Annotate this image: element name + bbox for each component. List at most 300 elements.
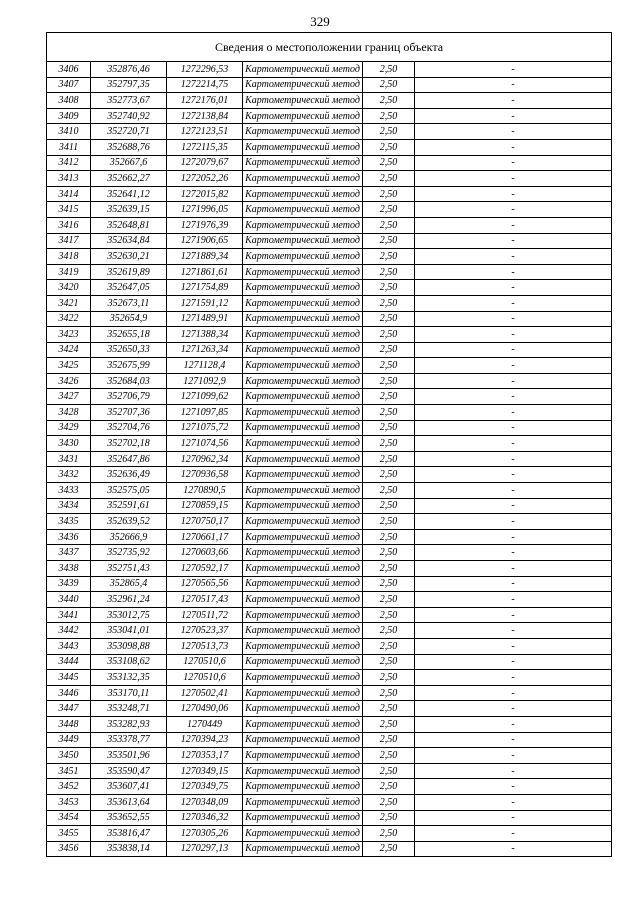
method-cell: Картометрический метод xyxy=(243,685,363,701)
table-row xyxy=(47,139,612,155)
table-row xyxy=(47,171,612,187)
y-coordinate-cell: 1270523,37 xyxy=(167,623,243,639)
description-cell: - xyxy=(415,420,612,436)
x-coordinate-cell: 353613,64 xyxy=(91,794,167,810)
point-number-cell: 3436 xyxy=(47,529,91,545)
description-cell: - xyxy=(415,810,612,826)
x-coordinate-cell: 352636,49 xyxy=(91,467,167,483)
table-row xyxy=(47,748,612,764)
point-number-cell: 3450 xyxy=(47,748,91,764)
accuracy-cell: 2,50 xyxy=(363,514,415,530)
table-row xyxy=(47,779,612,795)
description-cell: - xyxy=(415,467,612,483)
method-cell: Картометрический метод xyxy=(243,436,363,452)
method-cell: Картометрический метод xyxy=(243,77,363,93)
table-row xyxy=(47,358,612,374)
accuracy-cell: 2,50 xyxy=(363,62,415,78)
method-cell: Картометрический метод xyxy=(243,62,363,78)
method-cell: Картометрический метод xyxy=(243,763,363,779)
point-number-cell: 3453 xyxy=(47,794,91,810)
table-row xyxy=(47,202,612,218)
description-cell: - xyxy=(415,841,612,857)
y-coordinate-cell: 1271263,34 xyxy=(167,342,243,358)
method-cell: Картометрический метод xyxy=(243,171,363,187)
table-row xyxy=(47,467,612,483)
x-coordinate-cell: 353170,11 xyxy=(91,685,167,701)
y-coordinate-cell: 1270890,5 xyxy=(167,483,243,499)
method-cell: Картометрический метод xyxy=(243,732,363,748)
page-number: 329 xyxy=(310,14,330,29)
point-number-cell: 3411 xyxy=(47,139,91,155)
x-coordinate-cell: 352667,6 xyxy=(91,155,167,171)
description-cell: - xyxy=(415,654,612,670)
description-cell: - xyxy=(415,249,612,265)
x-coordinate-cell: 352648,81 xyxy=(91,217,167,233)
method-cell: Картометрический метод xyxy=(243,451,363,467)
accuracy-cell: 2,50 xyxy=(363,638,415,654)
method-cell: Картометрический метод xyxy=(243,280,363,296)
point-number-cell: 3425 xyxy=(47,358,91,374)
table-row xyxy=(47,108,612,124)
x-coordinate-cell: 352641,12 xyxy=(91,186,167,202)
point-number-cell: 3451 xyxy=(47,763,91,779)
table-row xyxy=(47,592,612,608)
y-coordinate-cell: 1270394,23 xyxy=(167,732,243,748)
description-cell: - xyxy=(415,483,612,499)
point-number-cell: 3440 xyxy=(47,592,91,608)
accuracy-cell: 2,50 xyxy=(363,108,415,124)
y-coordinate-cell: 1270511,72 xyxy=(167,607,243,623)
method-cell: Картометрический метод xyxy=(243,561,363,577)
x-coordinate-cell: 352575,05 xyxy=(91,483,167,499)
accuracy-cell: 2,50 xyxy=(363,389,415,405)
y-coordinate-cell: 1270305,26 xyxy=(167,826,243,842)
point-number-cell: 3424 xyxy=(47,342,91,358)
table-row xyxy=(47,576,612,592)
table-row xyxy=(47,420,612,436)
table-row xyxy=(47,233,612,249)
point-number-cell: 3426 xyxy=(47,373,91,389)
accuracy-cell: 2,50 xyxy=(363,342,415,358)
y-coordinate-cell: 1271889,34 xyxy=(167,249,243,265)
table-row xyxy=(47,311,612,327)
table-row xyxy=(47,701,612,717)
description-cell: - xyxy=(415,202,612,218)
y-coordinate-cell: 1271489,91 xyxy=(167,311,243,327)
table-row xyxy=(47,280,612,296)
description-cell: - xyxy=(415,716,612,732)
x-coordinate-cell: 352675,99 xyxy=(91,358,167,374)
accuracy-cell: 2,50 xyxy=(363,561,415,577)
y-coordinate-cell: 1270750,17 xyxy=(167,514,243,530)
x-coordinate-cell: 353838,14 xyxy=(91,841,167,857)
point-number-cell: 3429 xyxy=(47,420,91,436)
accuracy-cell: 2,50 xyxy=(363,171,415,187)
accuracy-cell: 2,50 xyxy=(363,576,415,592)
method-cell: Картометрический метод xyxy=(243,748,363,764)
table-row xyxy=(47,451,612,467)
y-coordinate-cell: 1271976,39 xyxy=(167,217,243,233)
table-row xyxy=(47,77,612,93)
description-cell: - xyxy=(415,638,612,654)
point-number-cell: 3410 xyxy=(47,124,91,140)
x-coordinate-cell: 353816,47 xyxy=(91,826,167,842)
point-number-cell: 3421 xyxy=(47,295,91,311)
x-coordinate-cell: 352673,11 xyxy=(91,295,167,311)
accuracy-cell: 2,50 xyxy=(363,311,415,327)
y-coordinate-cell: 1270510,6 xyxy=(167,654,243,670)
table-row xyxy=(47,342,612,358)
method-cell: Картометрический метод xyxy=(243,420,363,436)
point-number-cell: 3441 xyxy=(47,607,91,623)
x-coordinate-cell: 353248,71 xyxy=(91,701,167,717)
accuracy-cell: 2,50 xyxy=(363,545,415,561)
description-cell: - xyxy=(415,763,612,779)
y-coordinate-cell: 1270502,41 xyxy=(167,685,243,701)
x-coordinate-cell: 352684,03 xyxy=(91,373,167,389)
point-number-cell: 3418 xyxy=(47,249,91,265)
point-number-cell: 3447 xyxy=(47,701,91,717)
method-cell: Картометрический метод xyxy=(243,794,363,810)
x-coordinate-cell: 352961,24 xyxy=(91,592,167,608)
description-cell: - xyxy=(415,576,612,592)
description-cell: - xyxy=(415,264,612,280)
description-cell: - xyxy=(415,139,612,155)
y-coordinate-cell: 1271996,05 xyxy=(167,202,243,218)
x-coordinate-cell: 353108,62 xyxy=(91,654,167,670)
point-number-cell: 3419 xyxy=(47,264,91,280)
y-coordinate-cell: 1270962,34 xyxy=(167,451,243,467)
y-coordinate-cell: 1271906,65 xyxy=(167,233,243,249)
description-cell: - xyxy=(415,826,612,842)
y-coordinate-cell: 1272115,35 xyxy=(167,139,243,155)
table-row xyxy=(47,124,612,140)
method-cell: Картометрический метод xyxy=(243,373,363,389)
accuracy-cell: 2,50 xyxy=(363,202,415,218)
accuracy-cell: 2,50 xyxy=(363,436,415,452)
x-coordinate-cell: 353501,96 xyxy=(91,748,167,764)
description-cell: - xyxy=(415,155,612,171)
point-number-cell: 3422 xyxy=(47,311,91,327)
table-row xyxy=(47,670,612,686)
x-coordinate-cell: 353652,55 xyxy=(91,810,167,826)
point-number-cell: 3449 xyxy=(47,732,91,748)
description-cell: - xyxy=(415,62,612,78)
y-coordinate-cell: 1272296,53 xyxy=(167,62,243,78)
accuracy-cell: 2,50 xyxy=(363,748,415,764)
table-body xyxy=(47,62,612,857)
y-coordinate-cell: 1271128,4 xyxy=(167,358,243,374)
method-cell: Картометрический метод xyxy=(243,93,363,109)
y-coordinate-cell: 1271097,85 xyxy=(167,405,243,421)
accuracy-cell: 2,50 xyxy=(363,841,415,857)
point-number-cell: 3435 xyxy=(47,514,91,530)
description-cell: - xyxy=(415,685,612,701)
method-cell: Картометрический метод xyxy=(243,592,363,608)
method-cell: Картометрический метод xyxy=(243,186,363,202)
accuracy-cell: 2,50 xyxy=(363,467,415,483)
table-row xyxy=(47,732,612,748)
point-number-cell: 3442 xyxy=(47,623,91,639)
method-cell: Картометрический метод xyxy=(243,826,363,842)
method-cell: Картометрический метод xyxy=(243,701,363,717)
y-coordinate-cell: 1270859,15 xyxy=(167,498,243,514)
accuracy-cell: 2,50 xyxy=(363,701,415,717)
method-cell: Картометрический метод xyxy=(243,217,363,233)
x-coordinate-cell: 352707,36 xyxy=(91,405,167,421)
description-cell: - xyxy=(415,670,612,686)
x-coordinate-cell: 352630,21 xyxy=(91,249,167,265)
x-coordinate-cell: 352639,15 xyxy=(91,202,167,218)
x-coordinate-cell: 352647,86 xyxy=(91,451,167,467)
y-coordinate-cell: 1272015,82 xyxy=(167,186,243,202)
description-cell: - xyxy=(415,529,612,545)
x-coordinate-cell: 352704,76 xyxy=(91,420,167,436)
x-coordinate-cell: 352706,79 xyxy=(91,389,167,405)
y-coordinate-cell: 1270349,15 xyxy=(167,763,243,779)
accuracy-cell: 2,50 xyxy=(363,373,415,389)
y-coordinate-cell: 1270297,13 xyxy=(167,841,243,857)
y-coordinate-cell: 1272052,26 xyxy=(167,171,243,187)
accuracy-cell: 2,50 xyxy=(363,732,415,748)
method-cell: Картометрический метод xyxy=(243,841,363,857)
description-cell: - xyxy=(415,373,612,389)
point-number-cell: 3428 xyxy=(47,405,91,421)
x-coordinate-cell: 352591,61 xyxy=(91,498,167,514)
method-cell: Картометрический метод xyxy=(243,233,363,249)
accuracy-cell: 2,50 xyxy=(363,607,415,623)
point-number-cell: 3448 xyxy=(47,716,91,732)
method-cell: Картометрический метод xyxy=(243,155,363,171)
table-row xyxy=(47,93,612,109)
method-cell: Картометрический метод xyxy=(243,529,363,545)
x-coordinate-cell: 352773,67 xyxy=(91,93,167,109)
point-number-cell: 3412 xyxy=(47,155,91,171)
point-number-cell: 3414 xyxy=(47,186,91,202)
accuracy-cell: 2,50 xyxy=(363,794,415,810)
y-coordinate-cell: 1272214,75 xyxy=(167,77,243,93)
method-cell: Картометрический метод xyxy=(243,483,363,499)
method-cell: Картометрический метод xyxy=(243,249,363,265)
y-coordinate-cell: 1270490,06 xyxy=(167,701,243,717)
x-coordinate-cell: 352720,71 xyxy=(91,124,167,140)
description-cell: - xyxy=(415,779,612,795)
y-coordinate-cell: 1271074,56 xyxy=(167,436,243,452)
y-coordinate-cell: 1271388,34 xyxy=(167,327,243,343)
description-cell: - xyxy=(415,794,612,810)
y-coordinate-cell: 1270517,43 xyxy=(167,592,243,608)
description-cell: - xyxy=(415,498,612,514)
description-cell: - xyxy=(415,311,612,327)
point-number-cell: 3433 xyxy=(47,483,91,499)
y-coordinate-cell: 1271099,62 xyxy=(167,389,243,405)
y-coordinate-cell: 1270936,58 xyxy=(167,467,243,483)
accuracy-cell: 2,50 xyxy=(363,826,415,842)
y-coordinate-cell: 1271754,89 xyxy=(167,280,243,296)
table-row xyxy=(47,373,612,389)
y-coordinate-cell: 1270510,6 xyxy=(167,670,243,686)
accuracy-cell: 2,50 xyxy=(363,186,415,202)
description-cell: - xyxy=(415,545,612,561)
point-number-cell: 3434 xyxy=(47,498,91,514)
accuracy-cell: 2,50 xyxy=(363,358,415,374)
point-number-cell: 3423 xyxy=(47,327,91,343)
description-cell: - xyxy=(415,124,612,140)
x-coordinate-cell: 353132,35 xyxy=(91,670,167,686)
y-coordinate-cell: 1271075,72 xyxy=(167,420,243,436)
point-number-cell: 3416 xyxy=(47,217,91,233)
point-number-cell: 3406 xyxy=(47,62,91,78)
table-row xyxy=(47,264,612,280)
method-cell: Картометрический метод xyxy=(243,311,363,327)
point-number-cell: 3417 xyxy=(47,233,91,249)
point-number-cell: 3408 xyxy=(47,93,91,109)
y-coordinate-cell: 1272176,01 xyxy=(167,93,243,109)
point-number-cell: 3445 xyxy=(47,670,91,686)
table-row xyxy=(47,186,612,202)
point-number-cell: 3415 xyxy=(47,202,91,218)
table-row xyxy=(47,826,612,842)
boundary-coordinates-table xyxy=(46,32,612,857)
table-row xyxy=(47,794,612,810)
y-coordinate-cell: 1270592,17 xyxy=(167,561,243,577)
description-cell: - xyxy=(415,280,612,296)
point-number-cell: 3455 xyxy=(47,826,91,842)
x-coordinate-cell: 353098,88 xyxy=(91,638,167,654)
table-row xyxy=(47,623,612,639)
y-coordinate-cell: 1272138,84 xyxy=(167,108,243,124)
accuracy-cell: 2,50 xyxy=(363,295,415,311)
method-cell: Картометрический метод xyxy=(243,342,363,358)
x-coordinate-cell: 352740,92 xyxy=(91,108,167,124)
accuracy-cell: 2,50 xyxy=(363,716,415,732)
x-coordinate-cell: 353012,75 xyxy=(91,607,167,623)
method-cell: Картометрический метод xyxy=(243,389,363,405)
table-row xyxy=(47,716,612,732)
table-row xyxy=(47,295,612,311)
accuracy-cell: 2,50 xyxy=(363,155,415,171)
method-cell: Картометрический метод xyxy=(243,139,363,155)
accuracy-cell: 2,50 xyxy=(363,264,415,280)
point-number-cell: 3438 xyxy=(47,561,91,577)
table-row xyxy=(47,841,612,857)
accuracy-cell: 2,50 xyxy=(363,77,415,93)
accuracy-cell: 2,50 xyxy=(363,763,415,779)
method-cell: Картометрический метод xyxy=(243,623,363,639)
description-cell: - xyxy=(415,592,612,608)
table-row xyxy=(47,763,612,779)
y-coordinate-cell: 1270565,56 xyxy=(167,576,243,592)
table-row xyxy=(47,561,612,577)
accuracy-cell: 2,50 xyxy=(363,233,415,249)
point-number-cell: 3454 xyxy=(47,810,91,826)
y-coordinate-cell: 1270603,66 xyxy=(167,545,243,561)
description-cell: - xyxy=(415,217,612,233)
x-coordinate-cell: 352655,18 xyxy=(91,327,167,343)
table-row xyxy=(47,217,612,233)
method-cell: Картометрический метод xyxy=(243,545,363,561)
table-row xyxy=(47,249,612,265)
x-coordinate-cell: 352702,18 xyxy=(91,436,167,452)
method-cell: Картометрический метод xyxy=(243,716,363,732)
accuracy-cell: 2,50 xyxy=(363,779,415,795)
x-coordinate-cell: 352688,76 xyxy=(91,139,167,155)
x-coordinate-cell: 353041,01 xyxy=(91,623,167,639)
accuracy-cell: 2,50 xyxy=(363,498,415,514)
description-cell: - xyxy=(415,732,612,748)
method-cell: Картометрический метод xyxy=(243,779,363,795)
x-coordinate-cell: 352797,35 xyxy=(91,77,167,93)
y-coordinate-cell: 1270348,09 xyxy=(167,794,243,810)
y-coordinate-cell: 1270346,32 xyxy=(167,810,243,826)
description-cell: - xyxy=(415,451,612,467)
table-row xyxy=(47,327,612,343)
table-row xyxy=(47,483,612,499)
method-cell: Картометрический метод xyxy=(243,202,363,218)
table-row xyxy=(47,405,612,421)
point-number-cell: 3407 xyxy=(47,77,91,93)
table-row xyxy=(47,389,612,405)
method-cell: Картометрический метод xyxy=(243,810,363,826)
x-coordinate-cell: 352650,33 xyxy=(91,342,167,358)
point-number-cell: 3427 xyxy=(47,389,91,405)
y-coordinate-cell: 1271092,9 xyxy=(167,373,243,389)
accuracy-cell: 2,50 xyxy=(363,280,415,296)
y-coordinate-cell: 1270449 xyxy=(167,716,243,732)
method-cell: Картометрический метод xyxy=(243,498,363,514)
x-coordinate-cell: 352647,05 xyxy=(91,280,167,296)
description-cell: - xyxy=(415,436,612,452)
method-cell: Картометрический метод xyxy=(243,514,363,530)
x-coordinate-cell: 353607,41 xyxy=(91,779,167,795)
table-title: Сведения о местоположении границ объекта xyxy=(47,33,612,62)
method-cell: Картометрический метод xyxy=(243,467,363,483)
x-coordinate-cell: 352735,92 xyxy=(91,545,167,561)
x-coordinate-cell: 352876,46 xyxy=(91,62,167,78)
description-cell: - xyxy=(415,514,612,530)
x-coordinate-cell: 352639,52 xyxy=(91,514,167,530)
point-number-cell: 3443 xyxy=(47,638,91,654)
description-cell: - xyxy=(415,607,612,623)
y-coordinate-cell: 1270349,75 xyxy=(167,779,243,795)
description-cell: - xyxy=(415,358,612,374)
accuracy-cell: 2,50 xyxy=(363,623,415,639)
method-cell: Картометрический метод xyxy=(243,358,363,374)
accuracy-cell: 2,50 xyxy=(363,139,415,155)
point-number-cell: 3437 xyxy=(47,545,91,561)
point-number-cell: 3456 xyxy=(47,841,91,857)
method-cell: Картометрический метод xyxy=(243,654,363,670)
accuracy-cell: 2,50 xyxy=(363,217,415,233)
accuracy-cell: 2,50 xyxy=(363,249,415,265)
method-cell: Картометрический метод xyxy=(243,295,363,311)
point-number-cell: 3444 xyxy=(47,654,91,670)
y-coordinate-cell: 1272079,67 xyxy=(167,155,243,171)
table-row xyxy=(47,498,612,514)
point-number-cell: 3420 xyxy=(47,280,91,296)
table-row xyxy=(47,514,612,530)
y-coordinate-cell: 1270353,17 xyxy=(167,748,243,764)
description-cell: - xyxy=(415,186,612,202)
accuracy-cell: 2,50 xyxy=(363,405,415,421)
table-row xyxy=(47,62,612,78)
accuracy-cell: 2,50 xyxy=(363,685,415,701)
x-coordinate-cell: 352634,84 xyxy=(91,233,167,249)
method-cell: Картометрический метод xyxy=(243,607,363,623)
accuracy-cell: 2,50 xyxy=(363,124,415,140)
description-cell: - xyxy=(415,748,612,764)
table-row xyxy=(47,529,612,545)
